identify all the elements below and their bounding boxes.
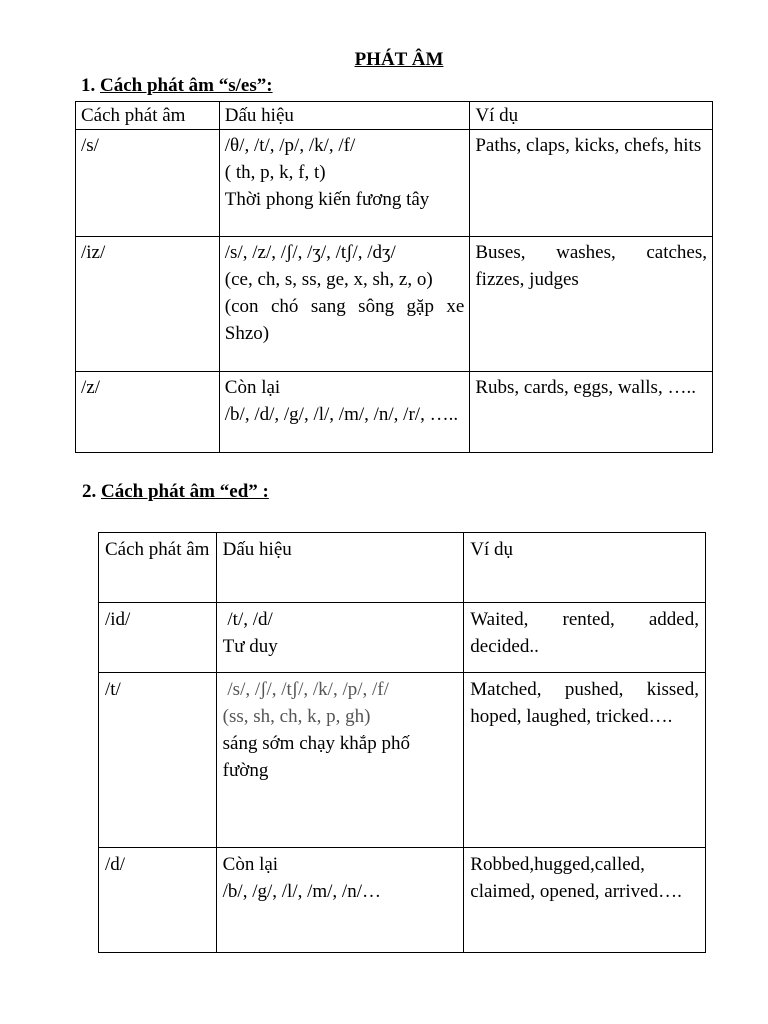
signs-line: /b/, /g/, /l/, /m/, /n/… <box>222 881 381 902</box>
section-1-number: 1. <box>81 75 96 96</box>
signs-cell <box>219 237 470 372</box>
ses-pronunciation-table <box>75 101 713 453</box>
header-examples: Ví dụ <box>470 102 713 130</box>
header-sound: Cách phát âm <box>99 533 217 603</box>
examples-cell: Paths, claps, kicks, chefs, hits <box>470 130 713 237</box>
signs-line: /θ/, /t/, /p/, /k/, /f/ <box>224 135 356 156</box>
section-2-number: 2. <box>82 481 97 502</box>
header-signs: Dấu hiệu <box>219 102 470 130</box>
header-examples: Ví dụ <box>464 533 706 603</box>
sound-cell: /s/ <box>76 130 220 237</box>
table-row <box>76 237 713 372</box>
sound-cell: /iz/ <box>76 237 220 372</box>
signs-line: Tư duy <box>222 636 278 657</box>
header-sound: Cách phát âm <box>76 102 220 130</box>
signs-cell <box>219 372 470 453</box>
table-row <box>99 603 706 673</box>
examples-cell: Rubs, cards, eggs, walls, ….. <box>470 372 713 453</box>
signs-line: /s/, /ʃ/, /tʃ/, /k/, /p/, /f/ <box>222 679 389 700</box>
section-1-title: Cách phát âm “s/es”: <box>100 75 273 96</box>
signs-line: ( th, p, k, f, t) <box>224 162 326 183</box>
signs-cell <box>216 673 464 848</box>
signs-line: Còn lại <box>222 854 279 875</box>
section-2-title: Cách phát âm “ed” : <box>101 481 269 502</box>
examples-cell: Buses, washes, catches, fizzes, judges <box>470 237 713 372</box>
signs-line: sáng sớm chạy khắp phố fường <box>222 733 410 781</box>
section-2-heading <box>82 481 269 503</box>
signs-cell <box>219 130 470 237</box>
signs-line: (con chó sang sông gặp xe Shzo) <box>224 296 465 344</box>
table-row <box>76 130 713 237</box>
signs-cell <box>216 603 464 673</box>
examples-cell: Robbed,hugged,called, claimed, opened, arrived…. <box>464 848 706 953</box>
sound-cell: /z/ <box>76 372 220 453</box>
signs-cell <box>216 848 464 953</box>
examples-cell: Matched, pushed, kissed, hoped, laughed, tricked…. <box>464 673 706 848</box>
signs-line: /s/, /z/, /ʃ/, /ʒ/, /tʃ/, /dʒ/ <box>224 242 396 263</box>
sound-cell: /id/ <box>99 603 217 673</box>
sound-cell: /t/ <box>99 673 217 848</box>
header-signs: Dấu hiệu <box>216 533 464 603</box>
table-row <box>99 673 706 848</box>
page-title: PHÁT ÂM <box>354 49 444 70</box>
signs-line: Còn lại <box>224 377 281 398</box>
signs-line: (ce, ch, s, ss, ge, x, sh, z, o) <box>224 269 433 290</box>
signs-line: /t/, /d/ <box>222 609 273 630</box>
table-row <box>99 848 706 953</box>
ed-pronunciation-table <box>98 532 706 953</box>
table-row <box>76 372 713 453</box>
table-header-row <box>76 102 713 130</box>
examples-cell: Waited, rented, added, decided.. <box>464 603 706 673</box>
signs-line: (ss, sh, ch, k, p, gh) <box>222 706 371 727</box>
section-1-heading <box>81 75 273 97</box>
table-header-row <box>99 533 706 603</box>
signs-line: Thời phong kiến fương tây <box>224 189 430 210</box>
signs-line: /b/, /d/, /g/, /l/, /m/, /n/, /r/, ….. <box>224 404 459 425</box>
sound-cell: /d/ <box>99 848 217 953</box>
